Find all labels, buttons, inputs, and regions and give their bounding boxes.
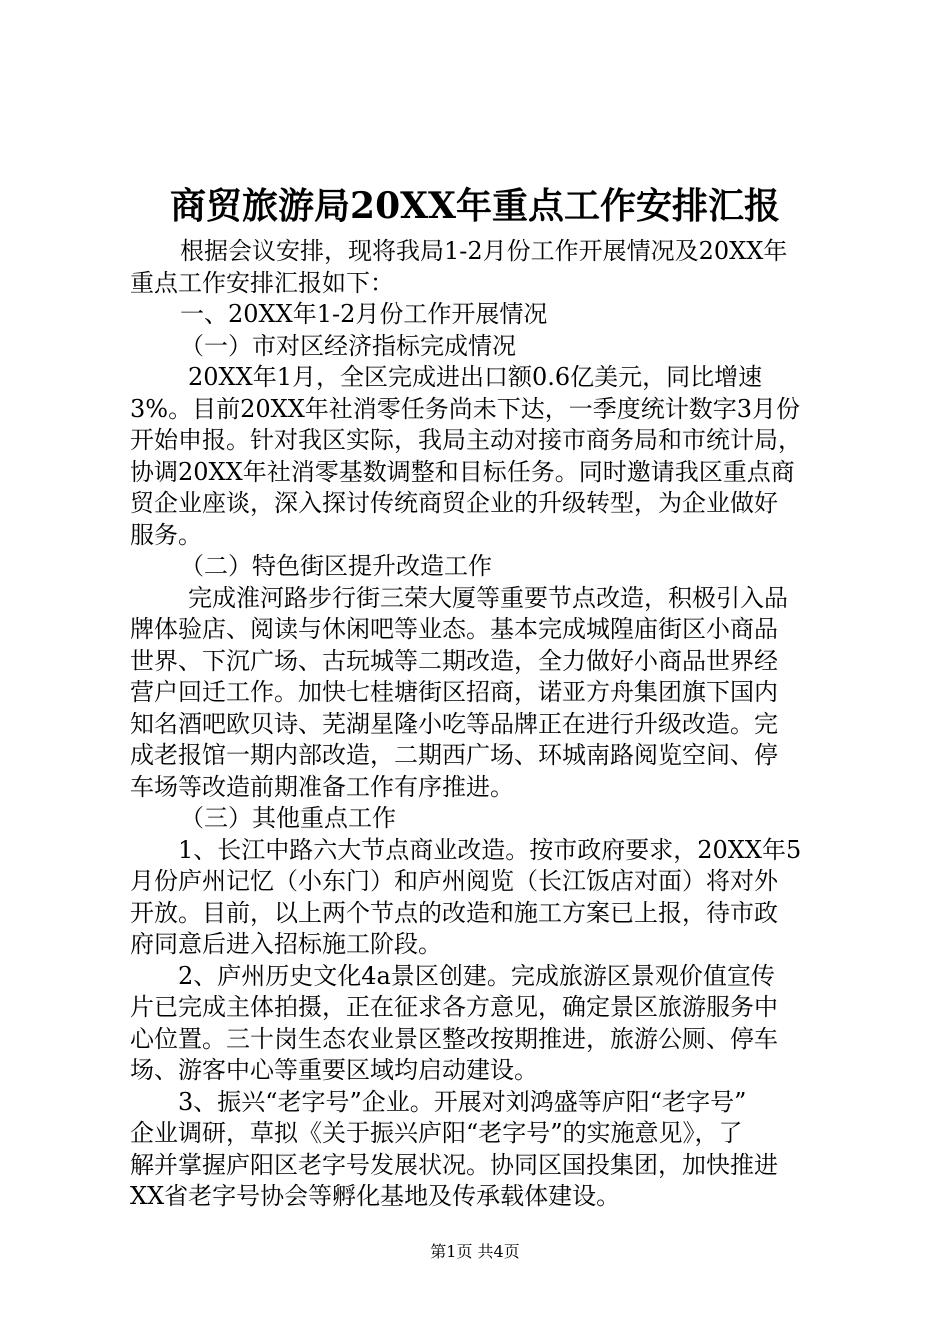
- paragraph-line: 协调20XX年社消零基数调整和目标任务。同时邀请我区重点商: [130, 457, 795, 486]
- paragraph-line: 知名酒吧欧贝诗、芜湖星隆小吃等品牌正在进行升级改造。完: [130, 709, 778, 738]
- document-body: [130, 236, 830, 1213]
- subsection-heading: （二）特色街区提升改造工作: [180, 552, 492, 580]
- paragraph-line: 3%。目前20XX年社消零任务尚未下达，一季度统计数字3月份: [130, 394, 801, 423]
- paragraph-line: 牌体验店、阅读与休闲吧等业态。基本完成城隍庙街区小商品: [130, 615, 778, 643]
- paragraph-line: 车场等改造前期准备工作有序推进。: [130, 772, 514, 801]
- paragraph-line: 府同意后进入招标施工阶段。: [130, 930, 442, 958]
- section-heading: 一、20XX年1-2月份工作开展情况: [180, 300, 548, 328]
- paragraph-line: 心位置。三十岗生态农业景区整改按期推进，旅游公厕、停车: [130, 1024, 778, 1053]
- paragraph-line: 片已完成主体拍摄，正在征求各方意见，确定景区旅游服务中: [130, 993, 778, 1021]
- paragraph-line: 2、庐州历史文化4a景区创建。完成旅游区景观价值宣传: [178, 961, 775, 990]
- page-footer: 第1页 共4页: [430, 1242, 520, 1261]
- paragraph-line: 世界、下沉广场、古玩城等二期改造，全力做好小商品世界经: [130, 646, 778, 675]
- paragraph-line: 贸企业座谈，深入探讨传统商贸企业的升级转型，为企业做好: [130, 489, 778, 517]
- paragraph-line: 20XX年1月，全区完成进出口额0.6亿美元，同比增速: [188, 363, 763, 391]
- subsection-heading: （三）其他重点工作: [180, 804, 396, 832]
- paragraph-line: 营户回迁工作。加快七桂塘街区招商，诺亚方舟集团旗下国内: [130, 678, 778, 706]
- document-title: 商贸旅游局20XX年重点工作安排汇报: [170, 185, 780, 227]
- paragraph-line: 开放。目前，以上两个节点的改造和施工方案已上报，待市政: [130, 898, 778, 927]
- paragraph-line: 3、振兴“老字号”企业。开展对刘鸿盛等庐阳“老字号”: [178, 1087, 747, 1116]
- paragraph-line: 月份庐州记忆（小东门）和庐州阅览（长江饭店对面）将对外: [130, 867, 778, 895]
- paragraph-line: XX省老字号协会等孵化基地及传承载体建设。: [130, 1182, 621, 1210]
- paragraph-line: 成老报馆一期内部改造，二期西广场、环城南路阅览空间、停: [130, 741, 778, 769]
- paragraph-line: 场、游客中心等重要区域均启动建设。: [130, 1056, 538, 1084]
- paragraph-line: 开始申报。针对我区实际，我局主动对接市商务局和市统计局，: [130, 426, 802, 454]
- subsection-heading: （一）市对区经济指标完成情况: [180, 331, 516, 360]
- paragraph-line: 重点工作安排汇报如下：: [130, 268, 394, 297]
- paragraph-line: 服务。: [130, 520, 202, 549]
- paragraph-line: 解并掌握庐阳区老字号发展状况。协同区国投集团，加快推进: [130, 1150, 778, 1179]
- paragraph-line: 企业调研，草拟《关于振兴庐阳“老字号”的实施意见》，了: [130, 1119, 743, 1147]
- paragraph-line: 完成淮河路步行街三荣大厦等重要节点改造，积极引入品: [188, 583, 788, 612]
- paragraph-line: 根据会议安排，现将我局1-2月份工作开展情况及20XX年: [180, 237, 788, 265]
- paragraph-line: 1、长江中路六大节点商业改造。按市政府要求，20XX年5: [178, 835, 802, 864]
